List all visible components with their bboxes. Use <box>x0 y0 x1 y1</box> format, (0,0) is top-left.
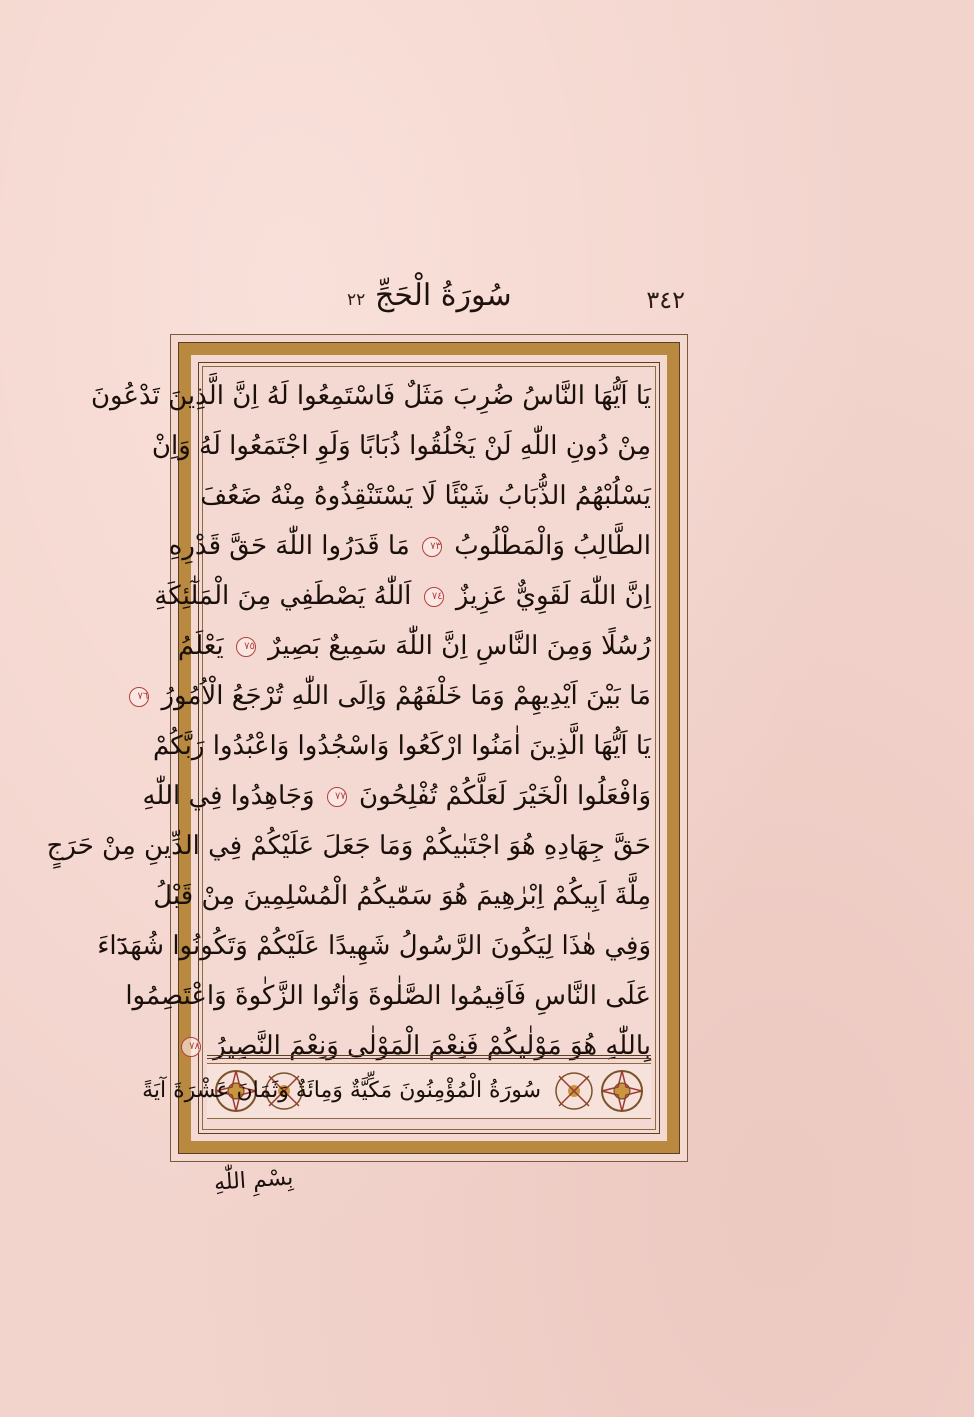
ayah-marker: ٧٦ <box>129 687 149 707</box>
ayah-marker: ٧٨ <box>181 1037 201 1057</box>
text-line: عَلَى النَّاسِ فَاَقِيمُوا الصَّلٰوةَ وَاٰتُوا الزَّكٰوةَ وَاعْتَصِمُوا <box>125 981 651 1011</box>
text-line: بِاللّٰهِ هُوَ مَوْلٰيكُمْ فَنِعْمَ الْمَوْلٰى وَنِعْمَ النَّصِيرُ ٧٨ <box>207 1021 651 1071</box>
rosette-ornament-icon <box>551 1068 597 1114</box>
ayah-marker: ٧٧ <box>327 787 347 807</box>
page-header <box>175 278 685 322</box>
next-surah-heading: سُورَةُ الْمُؤْمِنُونَ مَكِّيَّةٌ وَمِائَةٌ وَثَمَانَ عَشْرَةَ آيَةً <box>142 1078 541 1103</box>
text-line: مَا بَيْنَ اَيْدِيهِمْ وَمَا خَلْفَهُمْ وَاِلَى اللّٰهِ تُرْجَعُ الْاُمُورُ ٧٦ <box>207 671 651 721</box>
text-line: وَفِي هٰذَا لِيَكُونَ الرَّسُولُ شَهِيدًا عَلَيْكُمْ وَتَكُونُوا شُهَدَٓاءَ <box>97 931 651 961</box>
text-line: يَا اَيُّهَا النَّاسُ ضُرِبَ مَثَلٌ فَاسْتَمِعُوا لَهُ اِنَّ الَّذِينَ تَدْعُونَ <box>90 381 651 411</box>
surah-title: سُورَةُ الْحَجِّ <box>375 278 512 313</box>
rosette-ornament-icon <box>599 1068 645 1114</box>
text-line: يَا اَيُّهَا الَّذِينَ اٰمَنُوا ارْكَعُوا وَاسْجُدُوا وَاعْبُدُوا رَبَّكُمْ <box>153 731 651 761</box>
text-line: اِنَّ اللّٰهَ لَقَوِيٌّ عَزِيزٌ ٧٤ اَللّٰهُ يَصْطَفِي مِنَ الْمَلٰٓئِكَةِ <box>154 581 651 611</box>
text-line: الطَّالِبُ وَالْمَطْلُوبُ ٧٣ مَا قَدَرُوا اللّٰهَ حَقَّ قَدْرِهِ <box>168 531 651 561</box>
text-line: رُسُلًا وَمِنَ النَّاسِ اِنَّ اللّٰهَ سَمِيعٌ بَصِيرٌ ٧٥ يَعْلَمُ <box>177 631 651 661</box>
ayah-marker: ٧٤ <box>424 587 444 607</box>
text-frame <box>46 334 688 1162</box>
text-line: وَافْعَلُوا الْخَيْرَ لَعَلَّكُمْ تُفْلِحُونَ ٧٧ وَجَاهِدُوا فِي اللّٰهِ <box>142 781 651 811</box>
ayah-marker: ٧٥ <box>236 637 256 657</box>
ayah-marker: ٧٣ <box>422 537 442 557</box>
catchword: بِسْمِ اللّٰهِ <box>213 1165 295 1196</box>
quran-text-block <box>46 371 651 1061</box>
text-line: حَقَّ جِهَادِهِ هُوَ اجْتَبٰيكُمْ وَمَا جَعَلَ عَلَيْكُمْ فِي الدِّينِ مِنْ حَرَجٍ <box>46 831 651 861</box>
text-line: يَسْلُبْهُمُ الذُّبَابُ شَيْئًا لَا يَسْتَنْقِذُوهُ مِنْهُ ضَعُفَ <box>200 481 651 511</box>
surah-number: ٢٢ <box>347 290 366 310</box>
page-number: ٣٤٢ <box>646 286 685 314</box>
section-divider <box>207 1055 651 1059</box>
text-line: مِنْ دُونِ اللّٰهِ لَنْ يَخْلُقُوا ذُبَابًا وَلَوِ اجْتَمَعُوا لَهُ وَاِنْ <box>151 431 651 461</box>
next-surah-band <box>142 1063 651 1119</box>
text-line: مِلَّةَ اَبِيكُمْ اِبْرٰهِيمَ هُوَ سَمّٰيكُمُ الْمُسْلِمِينَ مِنْ قَبْلُ <box>153 881 651 911</box>
